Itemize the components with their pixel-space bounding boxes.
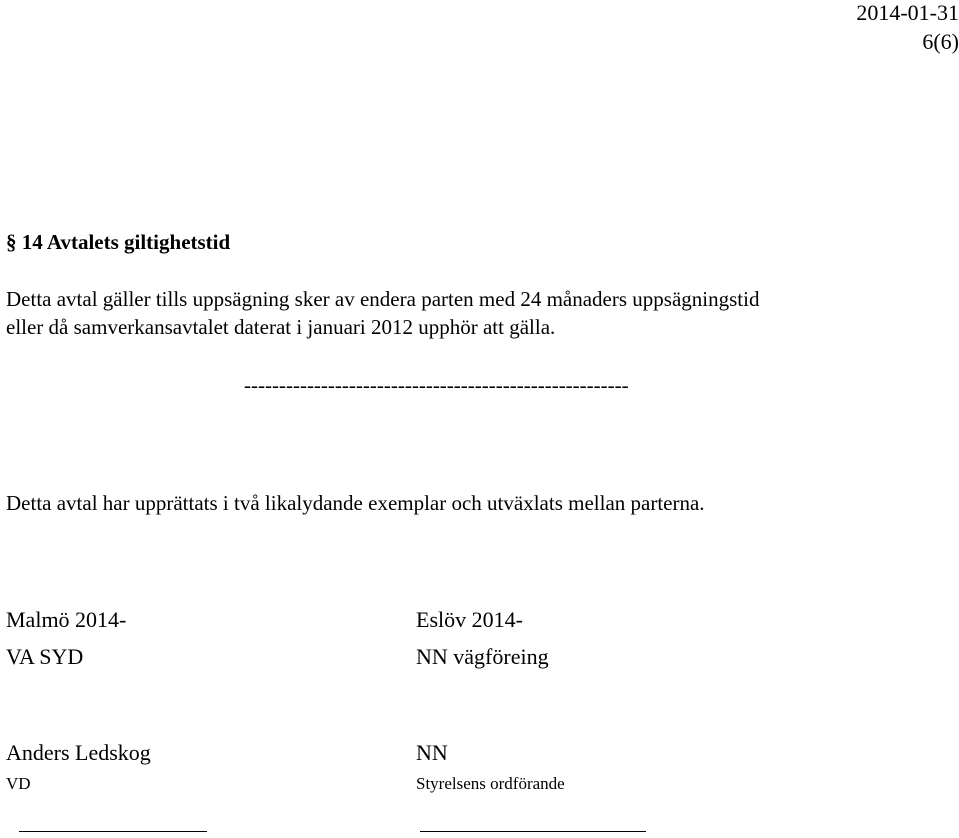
right-signatory-name: NN: [416, 740, 448, 765]
right-signature-line: [420, 831, 646, 832]
left-signatory-name: Anders Ledskog: [6, 740, 151, 765]
left-place-date: Malmö 2014-: [6, 607, 127, 632]
page-number: 6(6): [922, 29, 959, 54]
validity-paragraph-line-1: Detta avtal gäller tills uppsägning sker av endera parten med 24 månaders uppsägningstid: [6, 287, 760, 311]
left-signatory-title: VD: [6, 774, 31, 793]
left-organization: VA SYD: [6, 644, 84, 669]
section-heading: § 14 Avtalets giltighetstid: [6, 230, 231, 254]
dashed-separator: -------------------------------------------------------: [244, 373, 629, 397]
closing-statement: Detta avtal har upprättats i två likalydande exemplar och utväxlats mellan parterna.: [6, 491, 705, 515]
validity-paragraph-line-2: eller då samverkansavtalet daterat i januari 2012 upphör att gälla.: [6, 315, 556, 339]
left-signature-line: [19, 831, 207, 832]
document-date: 2014-01-31: [856, 0, 959, 25]
right-place-date: Eslöv 2014-: [416, 607, 523, 632]
right-organization: NN vägföreing: [416, 644, 549, 669]
right-signatory-title: Styrelsens ordförande: [416, 774, 565, 793]
